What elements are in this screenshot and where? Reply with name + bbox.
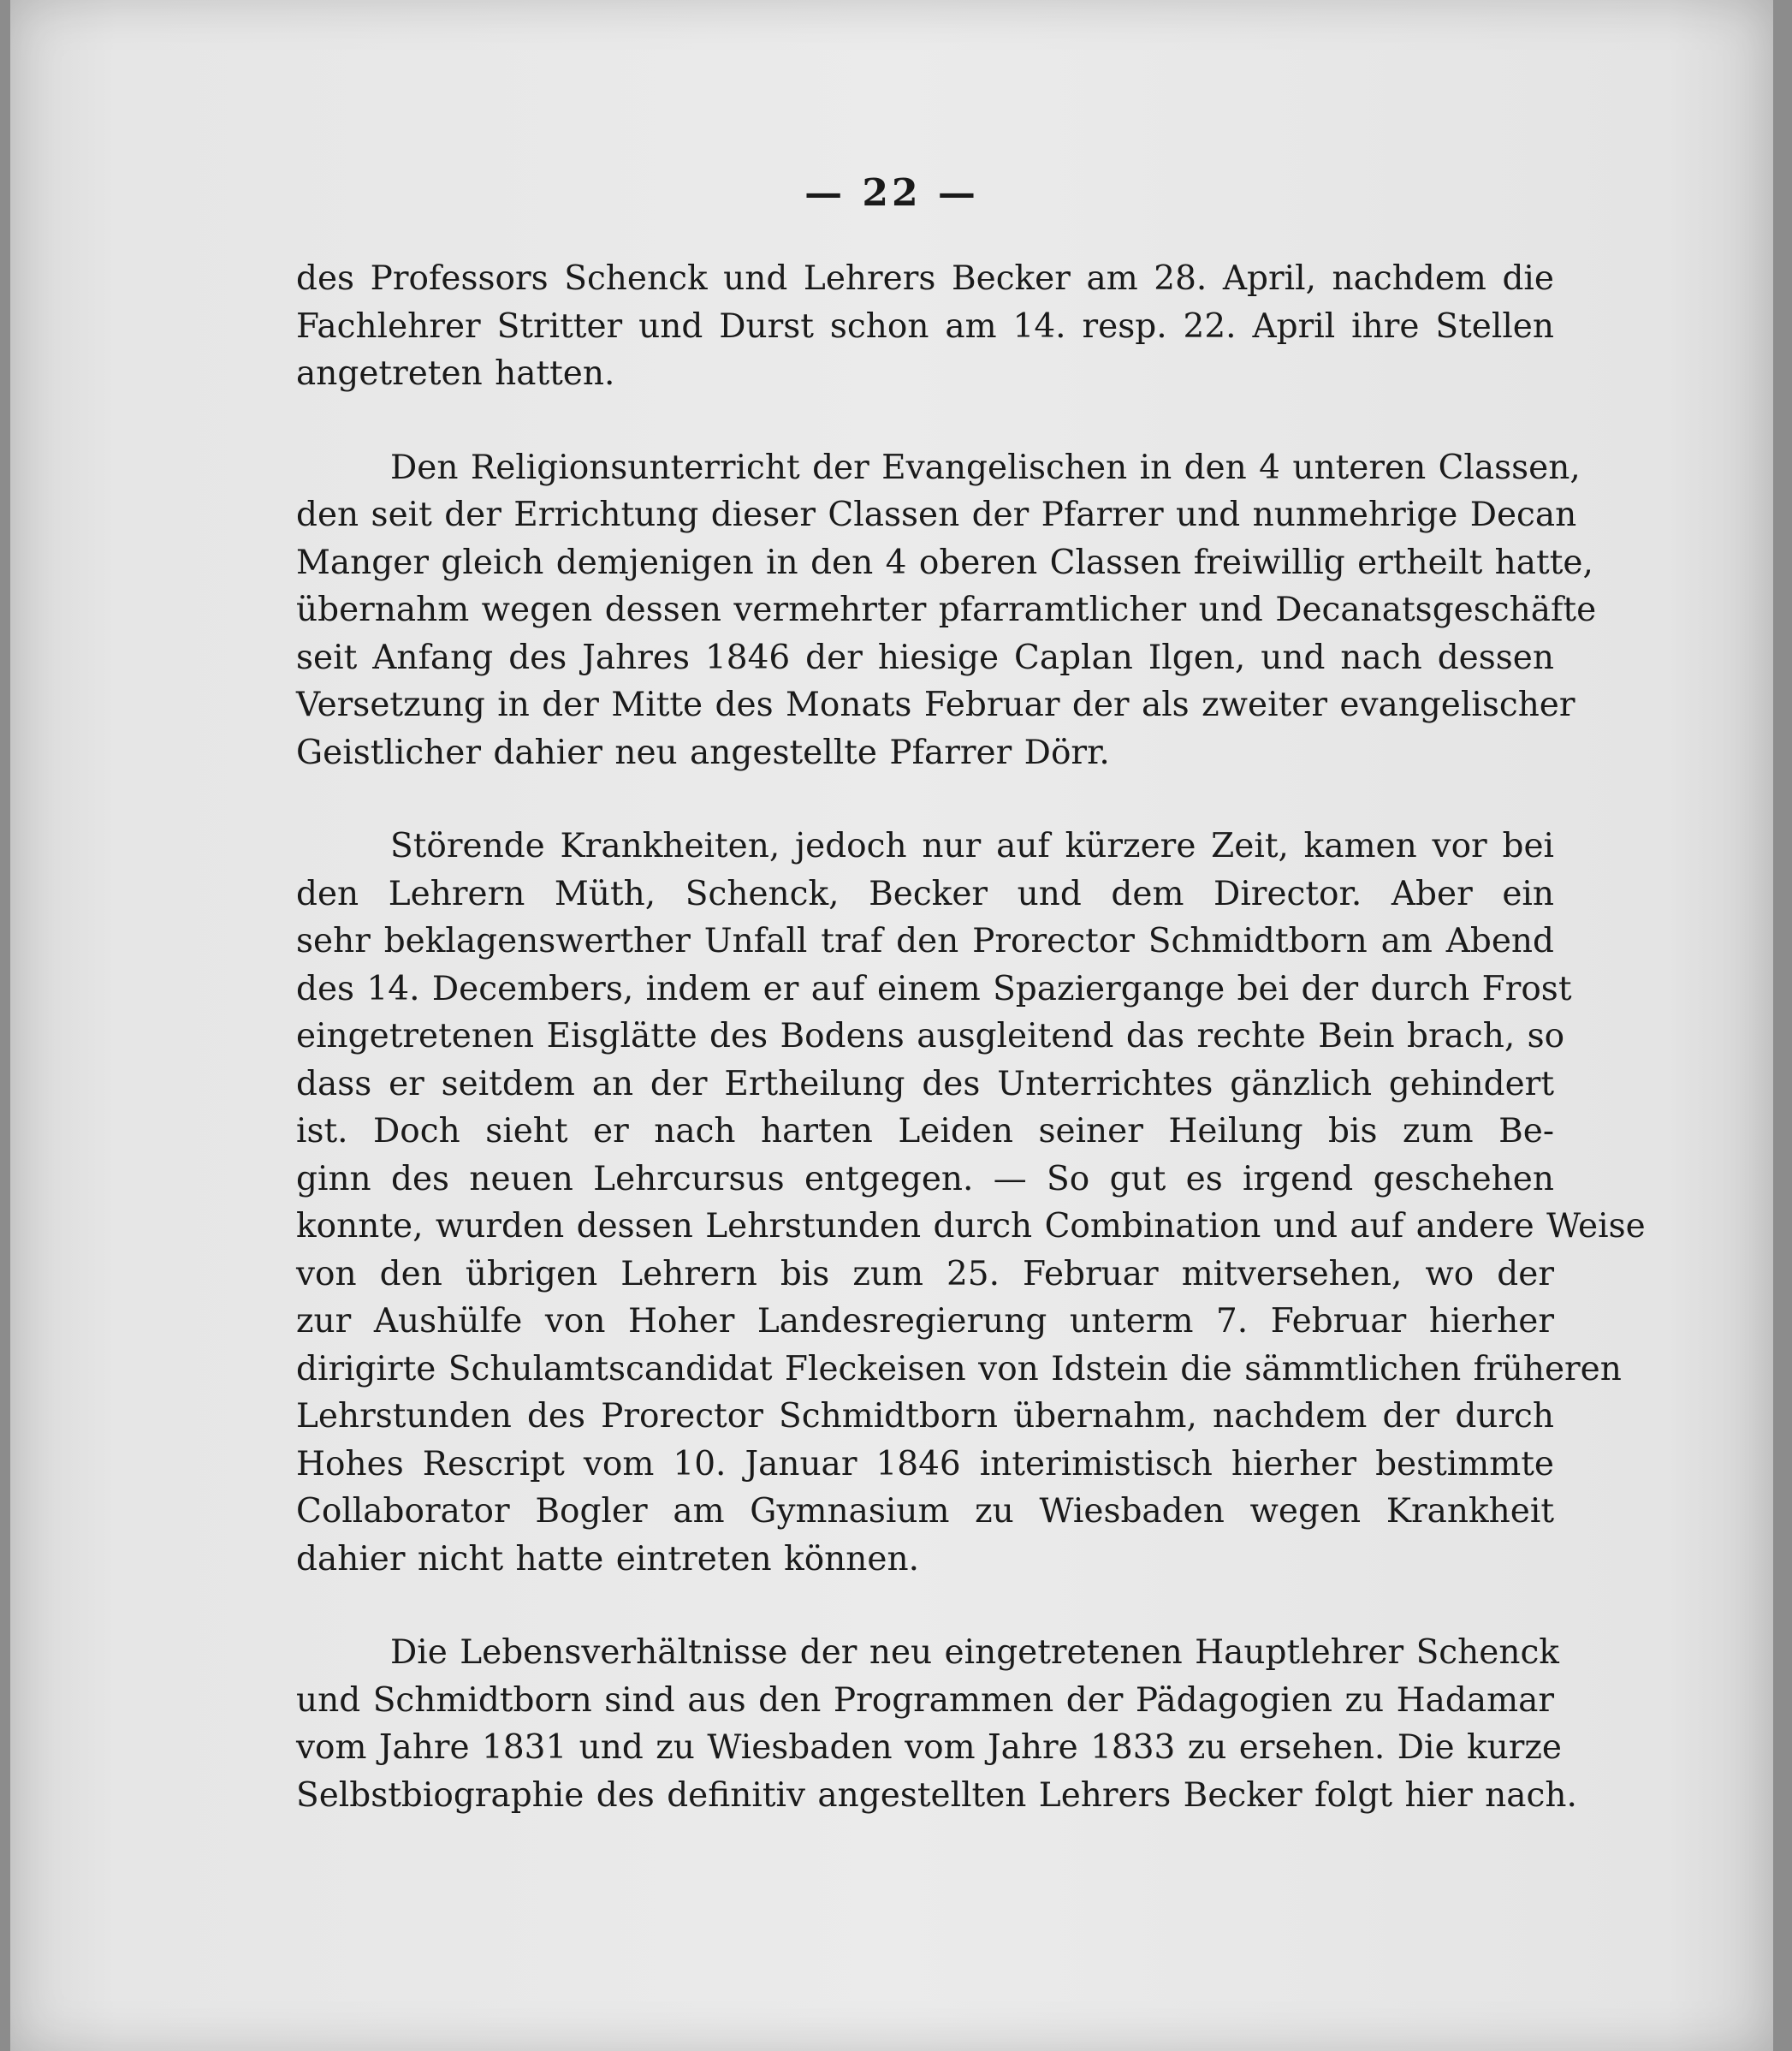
- body-text: [296, 255, 1646, 1865]
- page-number: — 22 —: [804, 171, 979, 215]
- text-line: übernahm wegen dessen vermehrter pfarramtlicher und Decanatsgeschäfte: [296, 591, 1597, 629]
- text-line: ist. Doch sieht er nach harten Leiden seiner Heilung bis zum Be-: [296, 1112, 1554, 1150]
- text-line: Lehrstunden des Prorector Schmidtborn übernahm, nachdem der durch: [296, 1397, 1554, 1436]
- text-line: ginn des neuen Lehrcursus entgegen. — So gut es irgend geschehen: [296, 1159, 1554, 1198]
- text-line: vom Jahre 1831 und zu Wiesbaden vom Jahre 1833 zu ersehen. Die kurze: [296, 1728, 1562, 1767]
- text-line: angetreten hatten.: [296, 354, 615, 393]
- scanned-page: [10, 0, 1773, 2051]
- paragraph-4: [296, 1629, 1577, 1819]
- text-line: Fachlehrer Stritter und Durst schon am 14. resp. 22. April ihre Stellen: [296, 306, 1554, 346]
- text-line: Manger gleich demjenigen in den 4 oberen Classen freiwillig ertheilt hatte,: [296, 543, 1593, 582]
- paragraph-3: [296, 823, 1646, 1583]
- text-line: konnte, wurden dessen Lehrstunden durch Combination und auf andere Weise: [296, 1207, 1646, 1245]
- text-line: seit Anfang des Jahres 1846 der hiesige Caplan Ilgen, und nach dessen: [296, 638, 1554, 677]
- text-line: den Lehrern Müth, Schenck, Becker und dem Director. Aber ein: [296, 874, 1554, 913]
- text-line: Selbstbiographie des definitiv angestellten Lehrers Becker folgt hier nach.: [296, 1775, 1577, 1815]
- text-line: dass er seitdem an der Ertheilung des Unterrichtes gänzlich gehindert: [296, 1064, 1554, 1103]
- text-line: dahier nicht hatte eintreten können.: [296, 1539, 920, 1578]
- text-line: Die Lebensverhältnisse der neu eingetretenen Hauptlehrer Schenck: [390, 1633, 1559, 1672]
- paragraph-2: [296, 444, 1597, 777]
- text-line: den seit der Errichtung dieser Classen der Pfarrer und nunmehrige Decan: [296, 496, 1577, 534]
- text-line: zur Aushülfe von Hoher Landesregierung unterm 7. Februar hierher: [296, 1302, 1554, 1341]
- text-line: Geistlicher dahier neu angestellte Pfarrer Dörr.: [296, 733, 1110, 772]
- text-line: und Schmidtborn sind aus den Programmen der Pädagogien zu Hadamar: [296, 1680, 1554, 1720]
- text-line: eingetretenen Eisglätte des Bodens ausgleitend das rechte Bein brach, so: [296, 1017, 1565, 1055]
- text-line: Hohes Rescript vom 10. Januar 1846 interimistisch hierher bestimmte: [296, 1444, 1554, 1483]
- text-line: des 14. Decembers, indem er auf einem Spaziergange bei der durch Frost: [296, 969, 1572, 1008]
- text-line: Versetzung in der Mitte des Monats Februar der als zweiter evangelischer: [296, 686, 1575, 724]
- text-line: Collaborator Bogler am Gymnasium zu Wiesbaden wegen Krankheit: [296, 1492, 1554, 1531]
- text-line: des Professors Schenck und Lehrers Becker am 28. April, nachdem die: [296, 259, 1554, 298]
- text-line: von den übrigen Lehrern bis zum 25. Februar mitversehen, wo der: [296, 1254, 1554, 1293]
- text-line: Störende Krankheiten, jedoch nur auf kürzere Zeit, kamen vor bei: [390, 827, 1554, 865]
- text-line: Den Religionsunterricht der Evangelischen in den 4 unteren Classen,: [390, 448, 1581, 487]
- paragraph-1: [296, 255, 1554, 398]
- text-line: dirigirte Schulamtscandidat Fleckeisen von Idstein die sämmtlichen früheren: [296, 1349, 1622, 1388]
- text-line: sehr beklagenswerther Unfall traf den Prorector Schmidtborn am Abend: [296, 922, 1554, 960]
